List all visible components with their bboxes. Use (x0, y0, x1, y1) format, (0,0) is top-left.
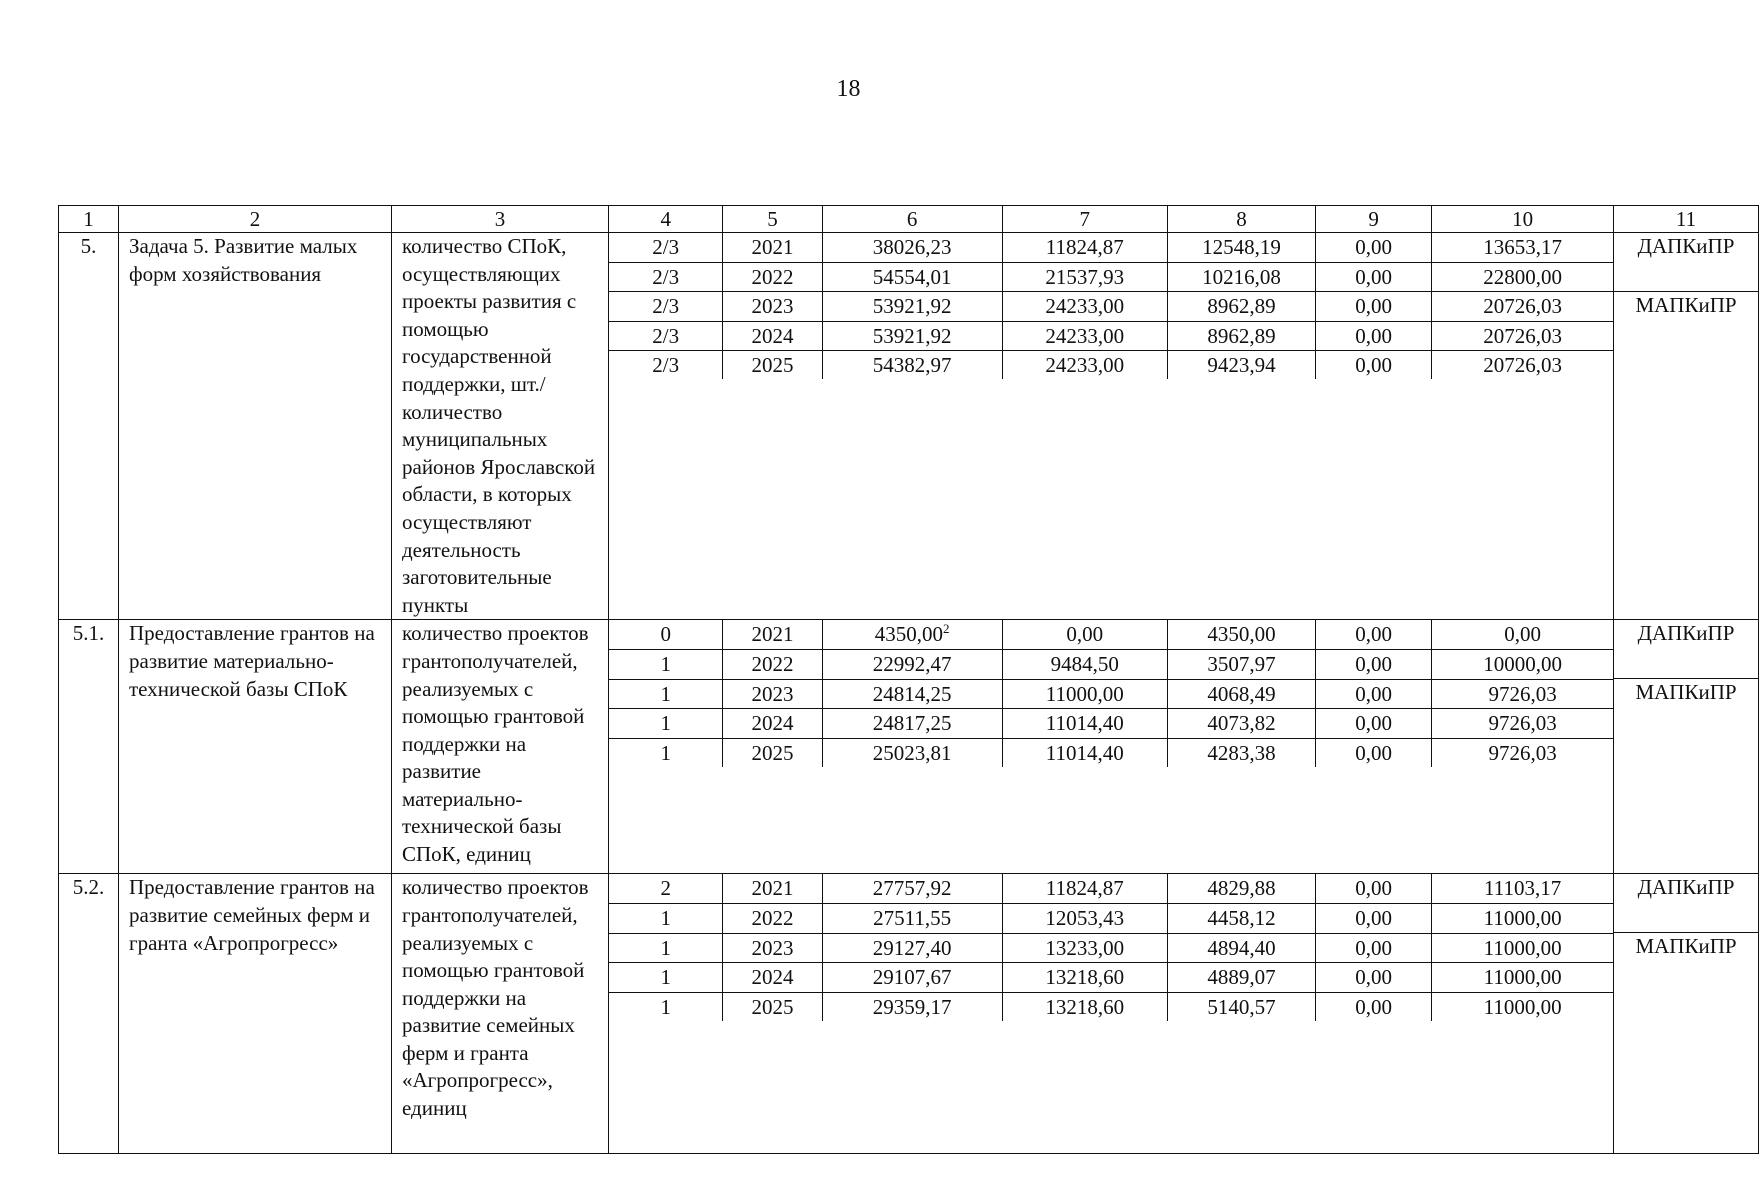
regional-budget-cell (1167, 709, 1315, 739)
header-col-10: 10 (1512, 207, 1534, 231)
responsible-secondary: МАПКиПР (1635, 680, 1737, 705)
federal-budget-cell (1002, 738, 1167, 767)
total-amount-cell (822, 933, 1002, 963)
regional-budget: 4894,40 (1207, 935, 1276, 960)
year-values-grid (609, 874, 1614, 1154)
extra-budget-cell (1432, 679, 1613, 709)
regional-budget: 8962,89 (1207, 294, 1276, 319)
total-amount: 38026,23 (872, 235, 952, 259)
regional-budget: 8962,89 (1207, 323, 1276, 348)
total-amount-cell (822, 738, 1002, 767)
regional-budget-cell (1167, 963, 1315, 993)
regional-budget: 10216,08 (1202, 264, 1281, 289)
extra-budget: 11000,00 (1483, 905, 1562, 930)
total-amount-cell (822, 679, 1002, 709)
target-value-cell (609, 321, 723, 351)
year-cell (723, 963, 822, 993)
extra-budget-cell (1432, 992, 1613, 1021)
federal-budget: 9484,50 (1050, 651, 1119, 676)
year-cell (723, 679, 822, 709)
local-budget-cell (1316, 321, 1432, 351)
year: 2022 (751, 651, 794, 676)
regional-budget-cell (1167, 874, 1315, 903)
header-col-3: 3 (392, 206, 609, 233)
year-row (609, 649, 1613, 679)
target-value: 1 (660, 740, 671, 765)
local-budget-cell (1316, 874, 1432, 903)
target-value: 2/3 (652, 294, 680, 319)
local-budget-cell (1316, 649, 1432, 679)
federal-budget-cell (1002, 933, 1167, 963)
indicator-description: количество СПоК, осуществляющих проекты развития с помощью государственной поддержки, шт./ количество муниципальных районов Ярославской области, в которых осуществляют деятельность заготовительные пункты (392, 233, 609, 620)
target-value: 0 (660, 622, 671, 647)
total-amount: 54554,01 (872, 264, 952, 289)
federal-budget-cell (1002, 351, 1167, 380)
federal-budget-cell (1002, 292, 1167, 322)
footnote-mark: 2 (942, 621, 950, 637)
local-budget-cell (1316, 262, 1432, 292)
local-budget: 0,00 (1355, 740, 1392, 765)
regional-budget: 4889,07 (1207, 965, 1276, 990)
section-row (59, 620, 1759, 874)
local-budget-cell (1316, 233, 1432, 262)
local-budget: 0,00 (1355, 622, 1392, 647)
year-row (609, 903, 1613, 933)
regional-budget-cell (1167, 992, 1315, 1021)
regional-budget-cell (1167, 738, 1315, 767)
federal-budget-cell (1002, 992, 1167, 1021)
regional-budget: 9423,94 (1207, 353, 1276, 378)
local-budget: 0,00 (1355, 935, 1392, 960)
section-name: Задача 5. Развитие малых форм хозяйствования (119, 233, 392, 620)
extra-budget-cell (1432, 262, 1613, 292)
year: 2021 (751, 876, 794, 901)
year: 2023 (751, 294, 794, 319)
federal-budget-cell (1002, 620, 1167, 649)
target-value: 1 (660, 681, 671, 706)
local-budget: 0,00 (1355, 681, 1392, 706)
year-values-grid (609, 233, 1614, 620)
extra-budget-cell (1432, 649, 1613, 679)
target-value: 1 (660, 935, 671, 960)
extra-budget: 13653,17 (1483, 235, 1562, 259)
section-name: Предоставление грантов на развитие материально-технической базы СПоК (119, 620, 392, 874)
year-values-grid (609, 620, 1614, 874)
target-value-cell (609, 233, 723, 262)
federal-budget: 11014,40 (1045, 740, 1124, 765)
total-amount-cell (822, 963, 1002, 993)
regional-budget: 5140,57 (1207, 994, 1276, 1019)
local-budget: 0,00 (1355, 905, 1392, 930)
target-value: 1 (660, 994, 671, 1019)
header-row (59, 206, 1759, 233)
total-amount: 29127,40 (872, 935, 952, 960)
local-budget: 0,00 (1355, 711, 1392, 736)
year-cell (723, 933, 822, 963)
year-row (609, 709, 1613, 739)
responsible-secondary: МАПКиПР (1635, 934, 1737, 959)
local-budget: 0,00 (1355, 353, 1392, 378)
header-col-1: 1 (59, 206, 119, 233)
responsible-cell (1614, 620, 1759, 874)
regional-budget: 4350,00 (1207, 622, 1276, 647)
header-col-6: 6 (822, 206, 1002, 232)
federal-budget: 21537,93 (1045, 264, 1125, 289)
year: 2025 (751, 994, 794, 1019)
target-value: 2/3 (652, 353, 680, 378)
local-budget: 0,00 (1355, 876, 1392, 901)
regional-budget-cell (1167, 292, 1315, 322)
regional-budget-cell (1167, 933, 1315, 963)
local-budget-cell (1316, 933, 1432, 963)
target-value-cell (609, 903, 723, 933)
federal-budget-cell (1002, 679, 1167, 709)
header-col-9: 9 (1316, 206, 1432, 232)
year-row (609, 963, 1613, 993)
year-row (609, 620, 1613, 649)
header-col-2: 2 (119, 206, 392, 233)
total-amount: 27757,92 (872, 876, 952, 901)
year-cell (723, 874, 822, 903)
year-cell (723, 709, 822, 739)
header-cols-4-10 (609, 206, 1614, 233)
extra-budget-cell (1432, 709, 1613, 739)
regional-budget-cell (1167, 649, 1315, 679)
total-amount: 24814,25 (872, 681, 952, 706)
local-budget: 0,00 (1355, 235, 1392, 259)
total-amount-cell (822, 321, 1002, 351)
extra-budget-cell (1432, 933, 1613, 963)
extra-budget: 22800,00 (1483, 264, 1562, 289)
extra-budget: 0,00 (1504, 622, 1541, 647)
extra-budget: 9726,03 (1488, 681, 1557, 706)
federal-budget: 0,00 (1066, 622, 1104, 647)
year: 2022 (751, 905, 794, 930)
year-row (609, 233, 1613, 262)
indicator-description: количество проектов грантополучателей, реализуемых с помощью грантовой поддержки на развитие семейных ферм и гранта «Агропрогресс», единиц (392, 874, 609, 1154)
year-cell (723, 903, 822, 933)
regional-budget: 4073,82 (1207, 711, 1276, 736)
regional-budget-cell (1167, 233, 1315, 262)
local-budget: 0,00 (1355, 651, 1392, 676)
page-number: 18 (836, 76, 861, 102)
regional-budget-cell (1167, 903, 1315, 933)
target-value-cell (609, 963, 723, 993)
header-col-5: 5 (723, 206, 822, 232)
local-budget-cell (1316, 679, 1432, 709)
federal-budget: 12053,43 (1045, 905, 1125, 930)
target-value: 2 (660, 876, 671, 901)
year-row (609, 292, 1613, 322)
total-amount: 29107,67 (872, 965, 952, 990)
federal-budget: 11000,00 (1045, 681, 1124, 706)
target-value-cell (609, 351, 723, 380)
total-amount-cell (822, 874, 1002, 903)
target-value-cell (609, 709, 723, 739)
total-amount-cell (822, 992, 1002, 1021)
section-row (59, 874, 1759, 1154)
local-budget: 0,00 (1355, 965, 1392, 990)
extra-budget-cell (1432, 874, 1613, 903)
year-row (609, 679, 1613, 709)
extra-budget-cell (1432, 351, 1613, 380)
total-amount: 4350,00 (874, 622, 943, 647)
regional-budget: 4068,49 (1207, 681, 1276, 706)
year-cell (723, 292, 822, 322)
federal-budget-cell (1002, 321, 1167, 351)
year-cell (723, 351, 822, 380)
section-number: 5. (59, 233, 119, 620)
federal-budget-cell (1002, 233, 1167, 262)
federal-budget: 11014,40 (1045, 711, 1124, 736)
federal-budget: 24233,00 (1045, 353, 1125, 378)
responsible-cell (1614, 874, 1759, 1154)
target-value-cell (609, 292, 723, 322)
section-number: 5.2. (59, 874, 119, 1154)
total-amount: 22992,47 (872, 651, 952, 676)
year: 2023 (751, 681, 794, 706)
target-value-cell (609, 933, 723, 963)
header-col-11: 11 (1614, 206, 1759, 233)
federal-budget-cell (1002, 649, 1167, 679)
extra-budget-cell (1432, 321, 1613, 351)
extra-budget: 10000,00 (1483, 651, 1562, 676)
local-budget-cell (1316, 738, 1432, 767)
section-row (59, 233, 1759, 620)
year-row (609, 874, 1613, 903)
target-value: 2/3 (652, 323, 680, 348)
extra-budget: 11000,00 (1483, 965, 1562, 990)
regional-budget: 4458,12 (1207, 905, 1276, 930)
regional-budget-cell (1167, 620, 1315, 649)
year: 2025 (751, 740, 794, 765)
local-budget-cell (1316, 992, 1432, 1021)
year: 2024 (751, 965, 794, 990)
local-budget: 0,00 (1355, 994, 1392, 1019)
target-value: 2/3 (652, 235, 680, 259)
total-amount: 53921,92 (872, 294, 952, 319)
responsible-primary: ДАПКиПР (1614, 874, 1758, 933)
local-budget: 0,00 (1355, 264, 1392, 289)
total-amount: 27511,55 (873, 905, 952, 930)
extra-budget: 11103,17 (1484, 876, 1562, 901)
federal-budget: 11824,87 (1045, 235, 1124, 259)
target-value-cell (609, 620, 723, 649)
target-value-cell (609, 738, 723, 767)
total-amount-cell (822, 292, 1002, 322)
federal-budget-cell (1002, 963, 1167, 993)
regional-budget-cell (1167, 679, 1315, 709)
total-amount-cell (822, 903, 1002, 933)
total-amount: 53921,92 (872, 323, 952, 348)
federal-budget-cell (1002, 262, 1167, 292)
extra-budget: 11000,00 (1483, 994, 1562, 1019)
target-value: 1 (660, 651, 671, 676)
federal-budget: 24233,00 (1045, 294, 1125, 319)
target-value-cell (609, 679, 723, 709)
local-budget-cell (1316, 709, 1432, 739)
regional-budget-cell (1167, 321, 1315, 351)
responsible-secondary: МАПКиПР (1635, 293, 1737, 317)
total-amount-cell (822, 709, 1002, 739)
year: 2022 (751, 264, 794, 289)
local-budget: 0,00 (1355, 294, 1392, 319)
year: 2021 (751, 622, 794, 647)
total-amount: 29359,17 (872, 994, 952, 1019)
year-cell (723, 321, 822, 351)
year: 2025 (751, 353, 794, 378)
year: 2024 (751, 323, 794, 348)
total-amount: 25023,81 (872, 740, 952, 765)
regional-budget: 3507,97 (1207, 651, 1276, 676)
local-budget-cell (1316, 351, 1432, 380)
indicator-description: количество проектов грантополучателей, реализуемых с помощью грантовой поддержки на развитие материально-технической базы СПоК, единиц (392, 620, 609, 874)
header-col-8: 8 (1167, 206, 1315, 232)
year-row (609, 933, 1613, 963)
extra-budget-cell (1432, 620, 1613, 649)
total-amount: 24817,25 (872, 711, 952, 736)
federal-budget-cell (1002, 709, 1167, 739)
year: 2021 (751, 235, 794, 259)
total-amount-cell (822, 620, 1002, 649)
total-amount-cell (822, 351, 1002, 380)
extra-budget-cell (1432, 903, 1613, 933)
target-value: 2/3 (652, 264, 680, 289)
total-amount: 54382,97 (872, 353, 952, 378)
extra-budget: 20726,03 (1483, 294, 1562, 319)
local-budget-cell (1316, 620, 1432, 649)
target-value-cell (609, 262, 723, 292)
section-name: Предоставление грантов на развитие семейных ферм и гранта «Агропрогресс» (119, 874, 392, 1154)
responsible-primary: ДАПКиПР (1614, 233, 1758, 292)
total-amount-cell (822, 233, 1002, 262)
year-row (609, 738, 1613, 767)
year-cell (723, 738, 822, 767)
extra-budget: 20726,03 (1483, 353, 1562, 378)
extra-budget-cell (1432, 738, 1613, 767)
year-row (609, 351, 1613, 380)
local-budget: 0,00 (1355, 323, 1392, 348)
federal-budget: 13218,60 (1045, 994, 1125, 1019)
target-value: 1 (660, 905, 671, 930)
local-budget-cell (1316, 903, 1432, 933)
local-budget-cell (1316, 963, 1432, 993)
responsible-cell (1614, 233, 1759, 620)
year: 2024 (751, 711, 794, 736)
federal-budget: 11824,87 (1045, 876, 1124, 901)
extra-budget: 20726,03 (1483, 323, 1562, 348)
year-cell (723, 233, 822, 262)
regional-budget: 12548,19 (1202, 235, 1281, 259)
target-value-cell (609, 874, 723, 903)
responsible-primary: ДАПКиПР (1614, 620, 1758, 679)
year-cell (723, 649, 822, 679)
target-value-cell (609, 992, 723, 1021)
extra-budget-cell (1432, 233, 1613, 262)
federal-budget: 24233,00 (1045, 323, 1125, 348)
target-value: 1 (660, 965, 671, 990)
federal-budget: 13233,00 (1045, 935, 1125, 960)
federal-budget: 13218,60 (1045, 965, 1125, 990)
header-col-4: 4 (609, 206, 723, 232)
year-cell (723, 620, 822, 649)
extra-budget-cell (1432, 292, 1613, 322)
federal-budget-cell (1002, 874, 1167, 903)
regional-budget-cell (1167, 351, 1315, 380)
section-number: 5.1. (59, 620, 119, 874)
regional-budget: 4829,88 (1207, 876, 1276, 901)
year-row (609, 992, 1613, 1021)
total-amount-cell (822, 649, 1002, 679)
program-table (58, 205, 1759, 1154)
target-value: 1 (660, 711, 671, 736)
year-cell (723, 262, 822, 292)
target-value-cell (609, 649, 723, 679)
extra-budget: 9726,03 (1488, 711, 1557, 736)
year-row (609, 321, 1613, 351)
year: 2023 (751, 935, 794, 960)
header-col-7: 7 (1002, 206, 1167, 232)
year-cell (723, 992, 822, 1021)
extra-budget-cell (1432, 963, 1613, 993)
year-row (609, 262, 1613, 292)
federal-budget-cell (1002, 903, 1167, 933)
total-amount-cell (822, 262, 1002, 292)
regional-budget-cell (1167, 262, 1315, 292)
regional-budget: 4283,38 (1207, 740, 1276, 765)
extra-budget: 9726,03 (1488, 740, 1557, 765)
local-budget-cell (1316, 292, 1432, 322)
extra-budget: 11000,00 (1483, 935, 1562, 960)
